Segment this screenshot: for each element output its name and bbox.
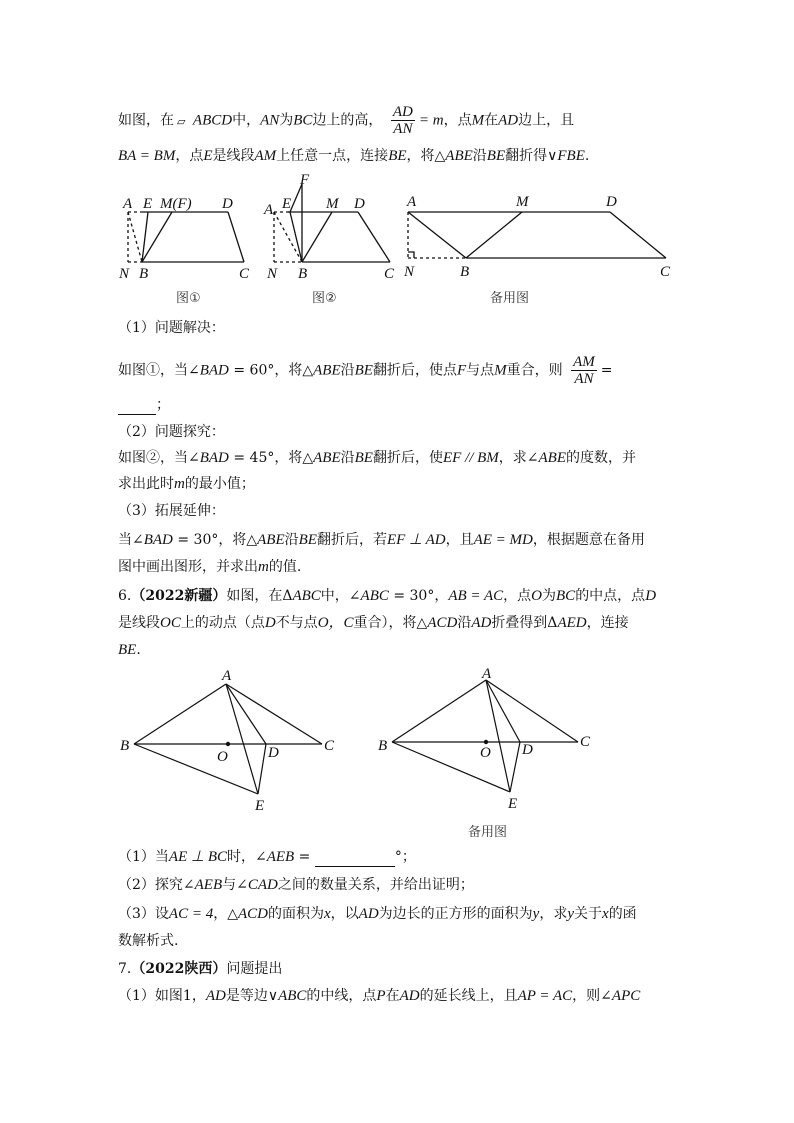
fig2-label-A: A (264, 202, 274, 218)
p6-q3: （3）设AC = 4，△ACD的面积为x，以AD为边长的正方形的面积为y，求y关于x的函 (118, 906, 637, 922)
fig2-ef (290, 184, 302, 212)
p6f2-label-A: A (482, 666, 492, 682)
p5-q3-title: （3）拓展延伸： (118, 503, 225, 519)
p6f1-ad (226, 684, 266, 744)
p6f2-label-B: B (378, 738, 388, 754)
p5-q1-title: （1）问题解决： (118, 320, 225, 336)
p5-q3-line2: 图中画出图形，并求出m的值. (118, 559, 302, 575)
p6f1-label-O: O (217, 749, 228, 765)
q1-answer-blank[interactable] (118, 400, 156, 415)
p6f2-caption: 备用图 (468, 825, 508, 840)
fig2-label-F: F (300, 172, 310, 188)
p5-figures (110, 168, 680, 308)
fig3-caption: 备用图 (490, 291, 530, 306)
fig1-label-N: N (119, 266, 130, 282)
parallelogram-icon: ▱ (177, 114, 186, 128)
fig3-dc (610, 212, 666, 258)
p5-q2-line2: 求出此时m的最小值； (118, 476, 255, 492)
p6f2-ac (486, 680, 578, 742)
fig2-label-C: C (384, 266, 395, 282)
fig3-label-D: D (606, 194, 617, 210)
fig2-caption: 图② (312, 291, 337, 306)
p6f1-label-E: E (255, 798, 265, 814)
p6-figure-2 (392, 680, 578, 792)
fig1-label-MF: M(F) (160, 196, 192, 212)
p6-figures (110, 664, 600, 844)
fig2-label-B: B (298, 266, 308, 282)
fig2-label-D: D (354, 196, 365, 212)
fig1-label-A: A (123, 196, 133, 212)
p6-q1-answer-blank[interactable] (315, 852, 395, 867)
fig1-label-B: B (139, 266, 149, 282)
fig2-label-E: E (282, 196, 292, 212)
p6f2-ad (486, 680, 520, 742)
fig1-label-D: D (222, 196, 233, 212)
p5-q3-line: 当∠BAD = 30°，将△ABE沿BE翻折后，若EF ⊥ AD，且AE = MD，根据题意在备用 (118, 532, 645, 548)
p6f1-point-O (226, 742, 230, 746)
fig1-caption: 图① (176, 291, 201, 306)
fig2-be (290, 212, 302, 262)
p6f2-ab (392, 680, 486, 742)
p6f2-label-C: C (580, 734, 591, 750)
p6f2-label-D: D (522, 742, 533, 758)
p5-intro-line: 如图，在 ▱ ABCD中，AN为BC边上的高， $\frac{AD}{AN}$ = m，点M在AD边上，且 (118, 104, 575, 137)
am-over-an-fraction: $\frac{AM}{AN}$ (573, 354, 595, 387)
p6f2-de (510, 742, 520, 792)
p6f1-label-C: C (324, 738, 335, 754)
fig3-label-C: C (660, 264, 671, 280)
figure-3 (408, 212, 666, 258)
fig3-bm (466, 212, 522, 258)
p6f1-label-D: D (268, 745, 279, 761)
p6-q3-line2: 数解析式. (118, 933, 179, 949)
fig2-label-N: N (267, 266, 278, 282)
fig2-ab-dashed (274, 212, 302, 262)
p5-q1-line: 如图①，当∠BAD = 60°，将△ABE沿BE翻折后，使点F与点M重合，则 $\frac{AM}{AN}$ = (118, 354, 613, 387)
ad-over-an-fraction: $\frac{AD}{AN}$ (392, 104, 413, 137)
p6-q2: （2）探究∠AEB与∠CAD之间的数量关系，并给出证明； (118, 877, 474, 893)
p7-title: 7.（2022陕西）问题提出 (118, 961, 283, 977)
fig2-dc (358, 212, 390, 262)
p6-line2: 是线段OC上的动点（点D不与点O，C重合），将△ACD沿AD折叠得到ΔAED，连接 (118, 615, 629, 631)
p6f1-label-B: B (120, 738, 130, 754)
p6f1-de (258, 744, 266, 794)
p6f2-be (392, 742, 510, 792)
p5-q2-line: 如图②，当∠BAD = 45°，将△ABE沿BE翻折后，使EF // BM，求∠ABE的度数，并 (118, 450, 637, 466)
p6f1-be (134, 744, 258, 794)
fig3-ab (408, 212, 466, 258)
p6-figure-1 (134, 684, 322, 794)
fig3-label-M: M (516, 194, 529, 210)
p6f1-ab (134, 684, 226, 744)
fig1-ab-dashed (128, 212, 142, 262)
p5-q1-answer-line: ； (118, 395, 170, 415)
fig1-label-C: C (239, 266, 250, 282)
fig1-label-E: E (143, 196, 153, 212)
p7-line1: （1）如图1，AD是等边∨ABC的中线，点P在AD的延长线上，且AP = AC，则∠APC (118, 988, 641, 1004)
p6-q1: （1）当AE ⊥ BC时，∠AEB = °； (118, 849, 416, 865)
p6-line1: 6.（2022新疆）如图，在ΔABC中，∠ABC = 30°，AB = AC，点O为BC的中点，点D (118, 588, 657, 604)
p6f2-point-O (484, 740, 488, 744)
fig3-label-A: A (407, 194, 417, 210)
p6f1-label-A: A (222, 668, 232, 684)
fig2-label-M: M (326, 196, 339, 212)
p6f2-label-O: O (480, 745, 491, 761)
fig2-bm (302, 212, 332, 262)
fig3-right-angle (408, 252, 414, 258)
p5-q2-title: （2）问题探究： (118, 424, 225, 440)
fig1-dc (228, 212, 244, 262)
figure-1 (128, 212, 244, 262)
fig3-label-N: N (404, 264, 415, 280)
p6f2-label-E: E (508, 796, 518, 812)
p6-line3: BE. (118, 642, 141, 658)
fig3-label-B: B (460, 264, 470, 280)
p6f2-ae (486, 680, 510, 792)
p5-line2: BA = BM，点E是线段AM上任意一点，连接BE，将△ABE沿BE翻折得∨FBE. (118, 148, 590, 164)
